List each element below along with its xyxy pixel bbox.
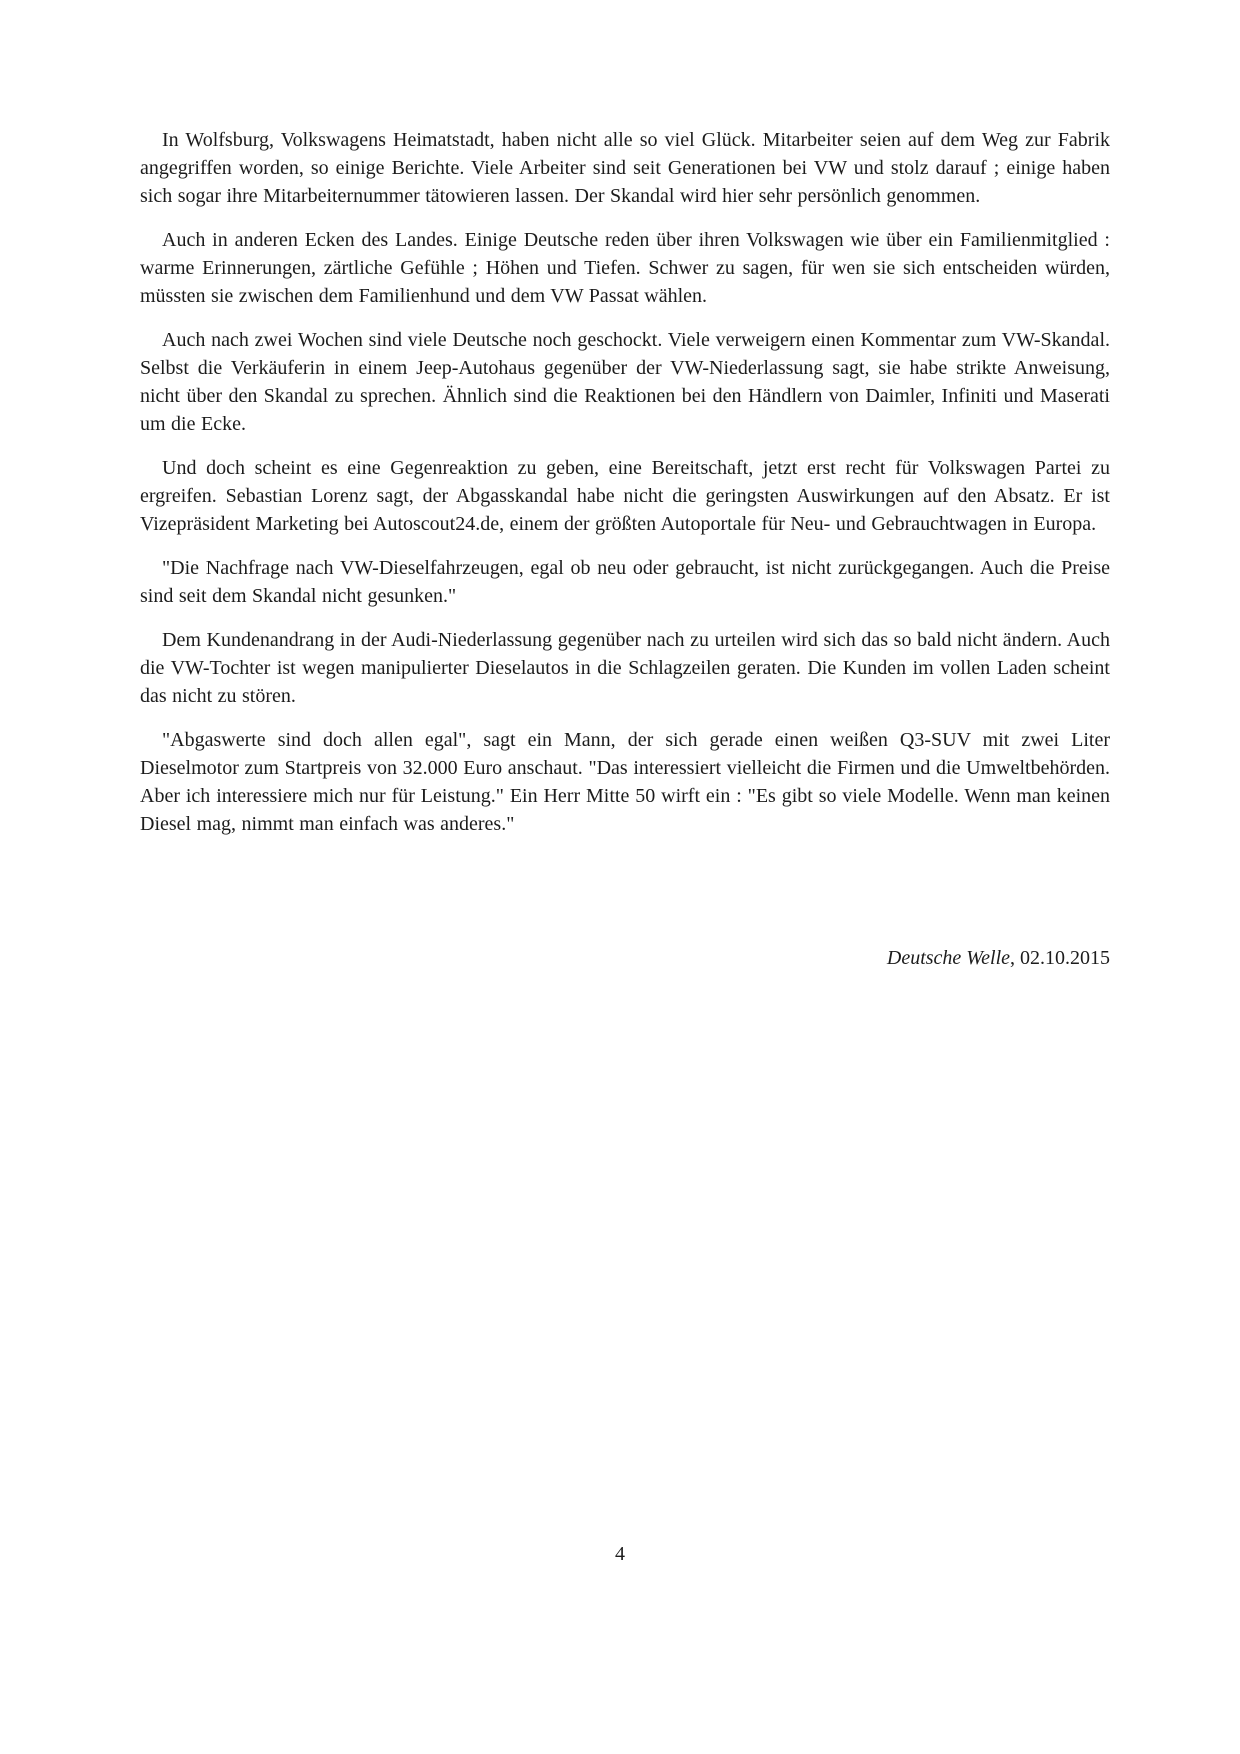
attribution-date: , 02.10.2015	[1010, 947, 1110, 969]
paragraph: "Die Nachfrage nach VW-Dieselfahrzeugen, egal ob neu oder gebraucht, ist nicht zurückgegangen. Auch die Preise sind seit dem Skandal nicht gesunken."	[140, 557, 1110, 607]
article-body	[140, 126, 1110, 972]
paragraph: In Wolfsburg, Volkswagens Heimatstadt, haben nicht alle so viel Glück. Mitarbeiter seien auf dem Weg zur Fabrik angegriffen worden, so einige Berichte. Viele Arbeiter sind seit Generationen bei VW und stolz darauf ; einige haben sich sogar ihre Mitarbeiternummer tätowieren lassen. Der Skandal wird hier sehr persönlich genommen.	[140, 129, 1110, 207]
attribution	[140, 944, 1110, 972]
paragraph: Auch in anderen Ecken des Landes. Einige Deutsche reden über ihren Volkswagen wie über ein Familienmitglied : warme Erinnerungen, zärtliche Gefühle ; Höhen und Tiefen. Schwer zu sagen, für wen sie sich entscheiden würden, müssten sie zwischen dem Familienhund und dem VW Passat wählen.	[140, 229, 1110, 307]
attribution-source: Deutsche Welle	[886, 947, 1010, 969]
page-number: 4	[615, 1543, 625, 1565]
paragraph: Auch nach zwei Wochen sind viele Deutsche noch geschockt. Viele verweigern einen Kommentar zum VW-Skandal. Selbst die Verkäuferin in einem Jeep-Autohaus gegenüber der VW-Niederlassung sagt, sie habe strikte Anweisung, nicht über den Skandal zu sprechen. Ähnlich sind die Reaktionen bei den Händlern von Daimler, Infiniti und Maserati um die Ecke.	[140, 329, 1110, 435]
paragraph: "Abgaswerte sind doch allen egal", sagt ein Mann, der sich gerade einen weißen Q3-SUV mit zwei Liter Dieselmotor zum Startpreis von 32.000 Euro anschaut. "Das interessiert vielleicht die Firmen und die Umweltbehörden. Aber ich interessiere mich nur für Leistung." Ein Herr Mitte 50 wirft ein : "Es gibt so viele Modelle. Wenn man keinen Diesel mag, nimmt man einfach was anderes."	[140, 729, 1110, 835]
paragraph: Und doch scheint es eine Gegenreaktion zu geben, eine Bereitschaft, jetzt erst recht für Volkswagen Partei zu ergreifen. Sebastian Lorenz sagt, der Abgasskandal habe nicht die geringsten Auswirkungen auf den Absatz. Er ist Vizepräsident Marketing bei Autoscout24.de, einem der größten Autoportale für Neu- und Gebrauchtwagen in Europa.	[140, 457, 1110, 535]
paragraph: Dem Kundenandrang in der Audi-Niederlassung gegenüber nach zu urteilen wird sich das so bald nicht ändern. Auch die VW-Tochter ist wegen manipulierter Dieselautos in die Schlagzeilen geraten. Die Kunden im vollen Laden scheint das nicht zu stören.	[140, 629, 1110, 707]
